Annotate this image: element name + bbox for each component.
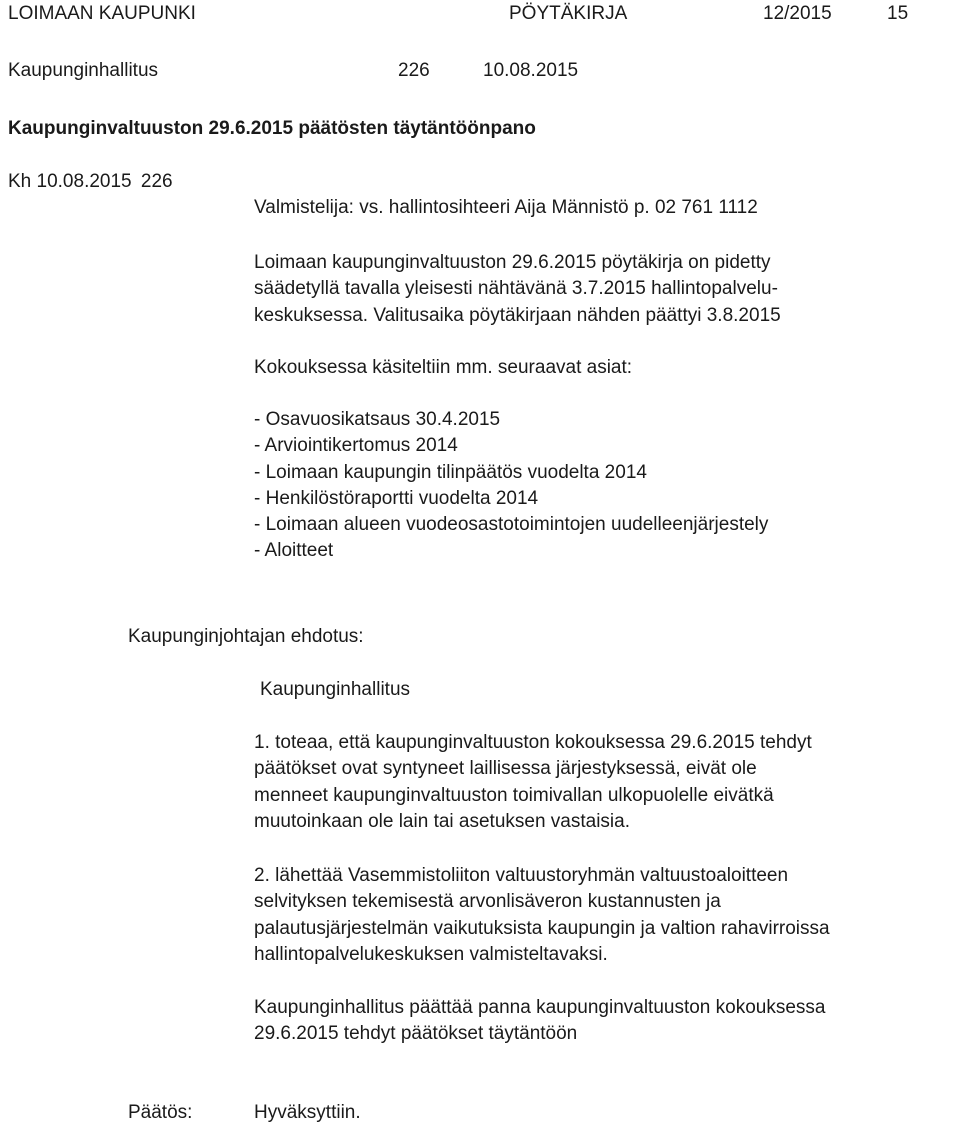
section-number: 226 xyxy=(398,60,430,81)
org-name: LOIMAAN KAUPUNKI xyxy=(8,3,196,24)
intro-paragraph xyxy=(254,250,781,329)
reference-section: 226 xyxy=(140,171,173,192)
topics-list xyxy=(254,407,768,565)
intro-line: keskuksessa. Valitusaika pöytäkirjaan nähden päättyi 3.8.2015 xyxy=(254,304,781,326)
proposal-point-1 xyxy=(254,730,812,835)
decision-line: Kaupunginhallitus päättää panna kaupunginvaltuuston kokouksessa xyxy=(254,997,826,1018)
decision-value: Hyväksyttiin. xyxy=(254,1102,361,1123)
list-item: - Arviointikertomus 2014 xyxy=(254,435,458,457)
point-line: selvityksen tekemisestä arvonlisäveron kustannusten ja xyxy=(254,891,721,913)
intro-line: Loimaan kaupunginvaltuuston 29.6.2015 pöytäkirja on pidetty xyxy=(254,252,771,273)
preparer-line: Valmistelija: vs. hallintosihteeri Aija Männistö p. 02 761 1112 xyxy=(254,197,758,218)
point-line: muutoinkaan ole lain tai asetuksen vastaisia. xyxy=(254,810,631,832)
proposal-point-2 xyxy=(254,863,830,968)
topics-heading: Kokouksessa käsiteltiin mm. seuraavat asiat: xyxy=(254,357,633,378)
decision-label: Päätös: xyxy=(128,1102,193,1123)
list-item: - Henkilöstöraportti vuodelta 2014 xyxy=(254,487,539,509)
list-item: - Loimaan kaupungin tilinpäätös vuodelta 2014 xyxy=(254,461,647,483)
governing-body: Kaupunginhallitus xyxy=(8,60,159,81)
item-reference xyxy=(8,172,173,191)
doc-type: PÖYTÄKIRJA xyxy=(509,3,628,24)
decision-text xyxy=(254,995,825,1048)
point-line: hallintopalvelukeskuksen valmisteltavaksi. xyxy=(254,943,608,965)
point-line: 2. lähettää Vasemmistoliiton valtuustoryhmän valtuustoaloitteen xyxy=(254,865,789,886)
list-item: - Loimaan alueen vuodeosastotoimintojen uudelleenjärjestely xyxy=(254,514,769,536)
list-item: - Aloitteet xyxy=(254,540,334,562)
point-line: 1. toteaa, että kaupunginvaltuuston kokouksessa 29.6.2015 tehdyt xyxy=(254,732,812,753)
list-item: - Osavuosikatsaus 30.4.2015 xyxy=(254,409,501,430)
reference-date: Kh 10.08.2015 xyxy=(8,171,132,192)
point-line: päätökset ovat syntyneet laillisessa järjestyksessä, eivät ole xyxy=(254,758,757,780)
intro-line: säädetyllä tavalla yleisesti nähtävänä 3.7.2015 hallintopalvelu- xyxy=(254,278,778,300)
item-title: Kaupunginvaltuuston 29.6.2015 päätösten täytäntöönpano xyxy=(8,118,536,139)
point-line: palautusjärjestelmän vaikutuksista kaupungin ja valtion rahavirroissa xyxy=(254,917,830,939)
page-number: 15 xyxy=(887,3,909,24)
proposal-heading: Kaupunginjohtajan ehdotus: xyxy=(128,626,364,647)
point-line: menneet kaupunginvaltuuston toimivallan ulkopuolelle eivätkä xyxy=(254,784,774,806)
decision-line: 29.6.2015 tehdyt päätökset täytäntöön xyxy=(254,1023,578,1045)
meeting-date: 10.08.2015 xyxy=(483,60,579,81)
proposal-body: Kaupunginhallitus xyxy=(260,679,411,700)
doc-number: 12/2015 xyxy=(763,3,832,24)
